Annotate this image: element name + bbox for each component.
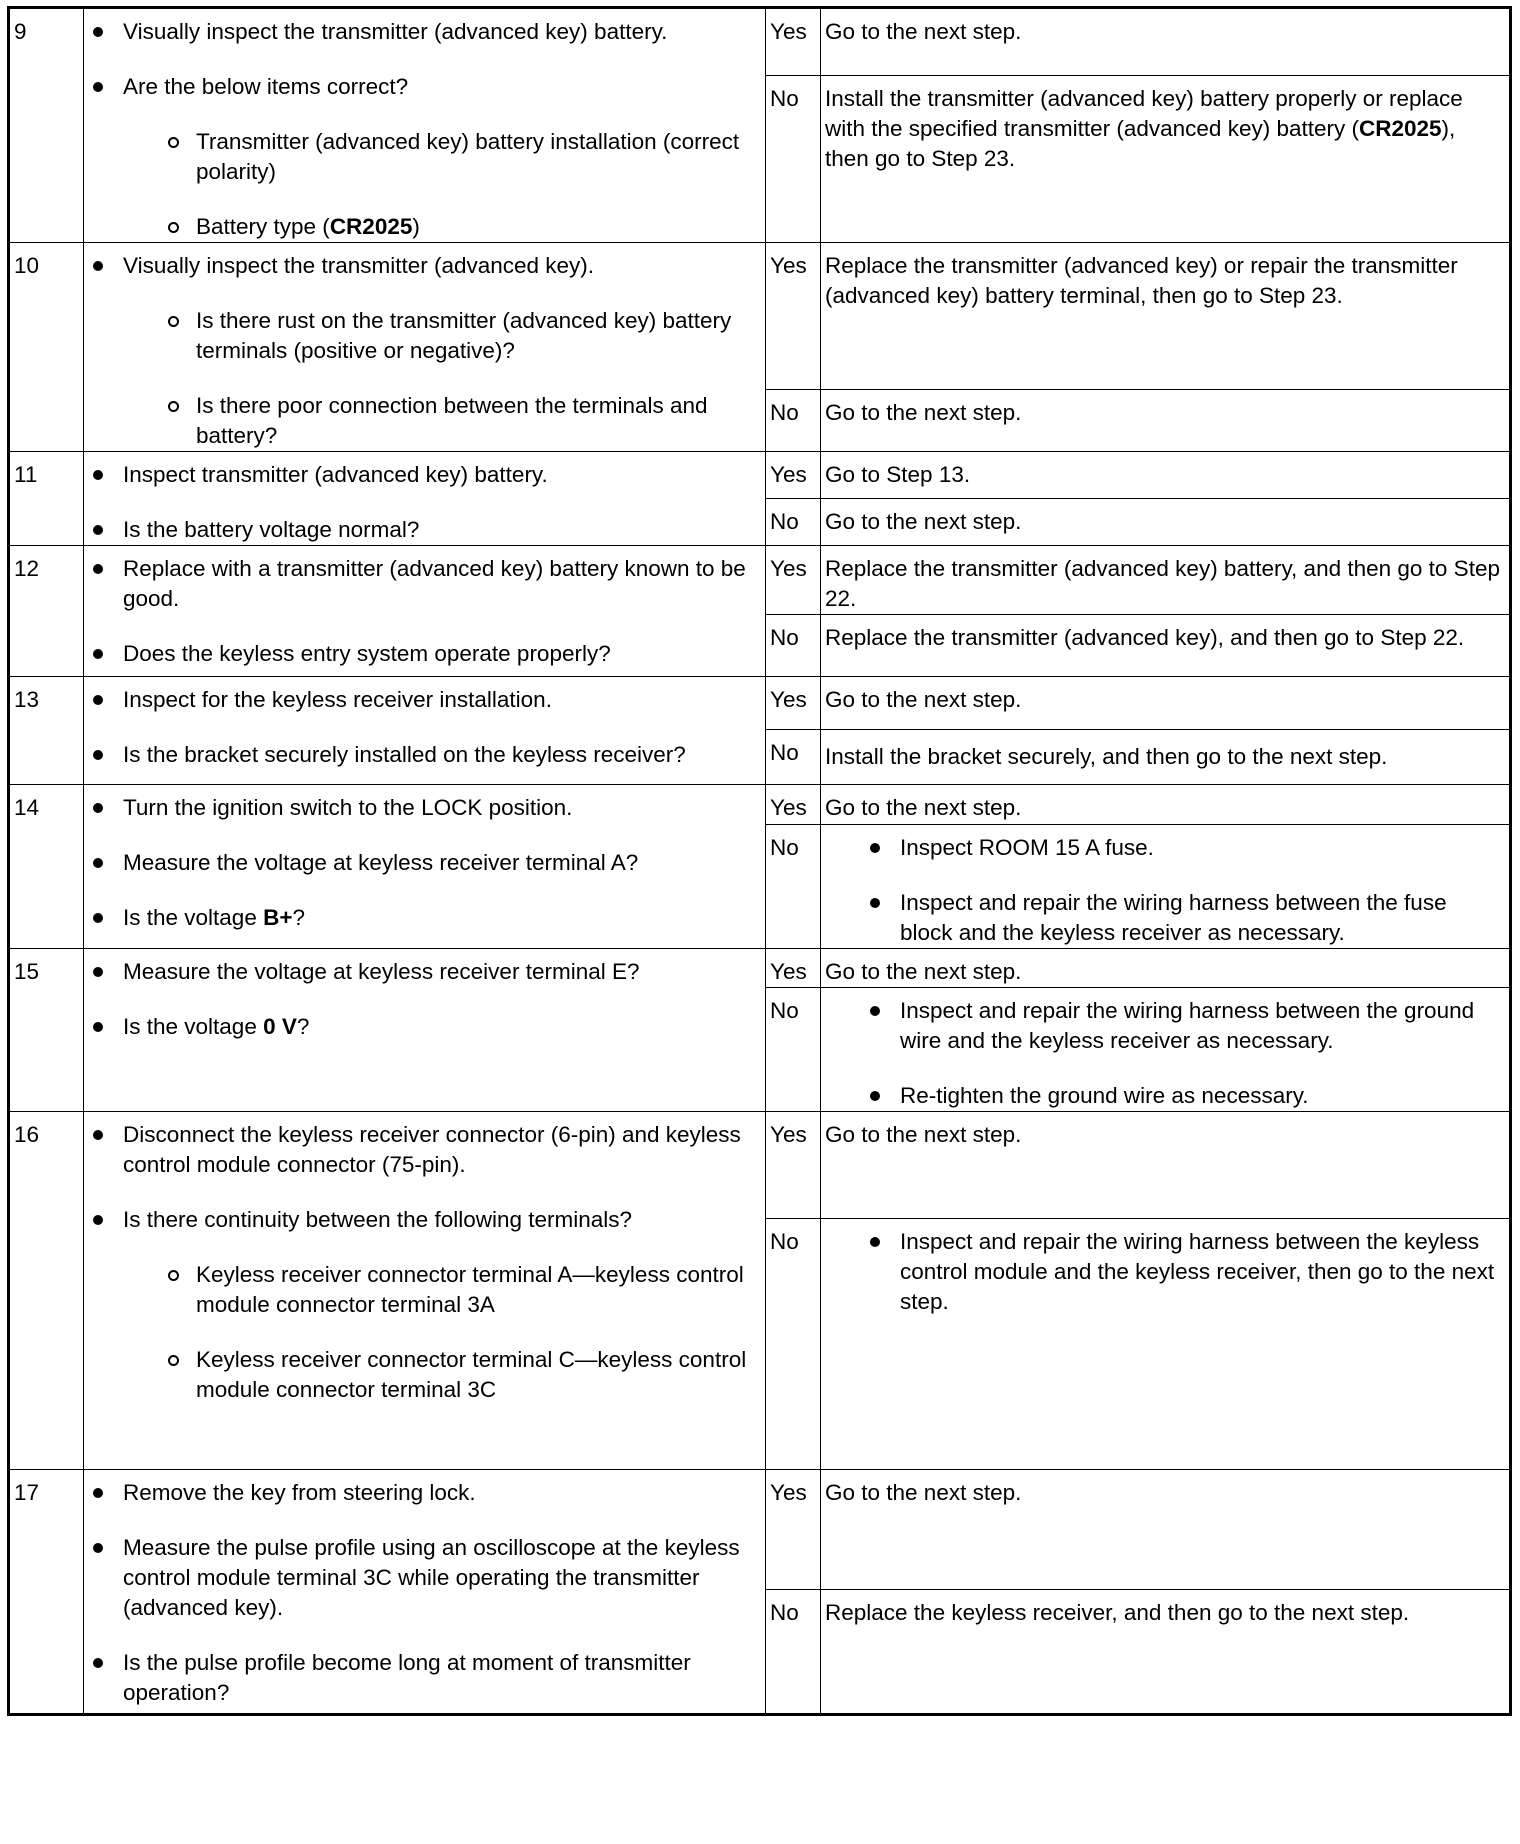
no-label: No (766, 988, 821, 1112)
no-result: Replace the keyless receiver, and then go to the next step. (821, 1590, 1511, 1715)
step-row (9, 546, 1511, 615)
no-result: Go to the next step. (821, 499, 1511, 546)
action-item: Visually inspect the transmitter (advanced key) battery. (88, 17, 761, 47)
result-item: Inspect and repair the wiring harness between the fuse block and the keyless receiver as necessary. (865, 888, 1505, 948)
step-actions (84, 785, 766, 949)
result-item: Inspect and repair the wiring harness between the ground wire and the keyless receiver as necessary. (865, 996, 1505, 1056)
yes-label: Yes (766, 8, 821, 76)
yes-result: Go to the next step. (821, 8, 1511, 76)
no-result: Install the bracket securely, and then go to the next step. (821, 730, 1511, 785)
step-actions (84, 8, 766, 243)
step-actions (84, 452, 766, 546)
step-actions (84, 949, 766, 1112)
diagnostic-steps-table (7, 6, 1512, 1716)
yes-result: Go to the next step. (821, 677, 1511, 730)
sub-item: Battery type (CR2025) (163, 212, 761, 242)
no-label: No (766, 1590, 821, 1715)
action-item: Is the bracket securely installed on the keyless receiver? (88, 740, 761, 770)
sub-item: Transmitter (advanced key) battery installation (correct polarity) (163, 127, 761, 187)
step-row (9, 949, 1511, 988)
action-item: Turn the ignition switch to the LOCK position. (88, 793, 761, 823)
step-number: 9 (9, 8, 84, 243)
no-result (821, 1219, 1511, 1470)
step-number: 11 (9, 452, 84, 546)
step-row (9, 243, 1511, 390)
action-item: Does the keyless entry system operate properly? (88, 639, 761, 669)
yes-result: Replace the transmitter (advanced key) battery, and then go to Step 22. (821, 546, 1511, 615)
no-label: No (766, 615, 821, 677)
step-actions (84, 1112, 766, 1470)
yes-result: Replace the transmitter (advanced key) or repair the transmitter (advanced key) battery terminal, then go to Step 23. (821, 243, 1511, 390)
yes-label: Yes (766, 243, 821, 390)
action-item: Remove the key from steering lock. (88, 1478, 761, 1508)
no-result: Go to the next step. (821, 390, 1511, 452)
action-item: Is there continuity between the following terminals? Keyless receiver connector terminal A—keyless control module connector terminal 3A Keyless receiver connector terminal C—keyless control module connector terminal 3C (88, 1205, 761, 1405)
step-row (9, 1470, 1511, 1590)
action-item: Visually inspect the transmitter (advanced key). Is there rust on the transmitter (advanced key) battery terminals (positive or negative)? Is there poor connection between the terminals and battery? (88, 251, 761, 451)
yes-label: Yes (766, 949, 821, 988)
action-item: Measure the voltage at keyless receiver terminal E? (88, 957, 761, 987)
yes-label: Yes (766, 546, 821, 615)
action-item: Is the pulse profile become long at moment of transmitter operation? (88, 1648, 761, 1708)
no-result: Replace the transmitter (advanced key), and then go to Step 22. (821, 615, 1511, 677)
action-item: Is the voltage B+? (88, 903, 761, 933)
step-row (9, 1112, 1511, 1219)
step-row (9, 452, 1511, 499)
sub-item: Is there poor connection between the terminals and battery? (163, 391, 761, 451)
yes-label: Yes (766, 677, 821, 730)
sub-item: Keyless receiver connector terminal C—keyless control module connector terminal 3C (163, 1345, 761, 1405)
no-label: No (766, 1219, 821, 1470)
step-actions (84, 546, 766, 677)
yes-result: Go to the next step. (821, 1112, 1511, 1219)
step-actions (84, 243, 766, 452)
yes-label: Yes (766, 1470, 821, 1590)
sub-item: Keyless receiver connector terminal A—keyless control module connector terminal 3A (163, 1260, 761, 1320)
step-row (9, 785, 1511, 825)
step-number: 16 (9, 1112, 84, 1470)
action-item: Inspect for the keyless receiver installation. (88, 685, 761, 715)
yes-label: Yes (766, 452, 821, 499)
yes-label: Yes (766, 1112, 821, 1219)
no-label: No (766, 390, 821, 452)
no-label: No (766, 730, 821, 785)
yes-label: Yes (766, 785, 821, 825)
result-item: Inspect ROOM 15 A fuse. (865, 833, 1505, 863)
yes-result: Go to Step 13. (821, 452, 1511, 499)
step-row (9, 677, 1511, 730)
step-row (9, 8, 1511, 76)
yes-result: Go to the next step. (821, 785, 1511, 825)
no-result (821, 988, 1511, 1112)
yes-result: Go to the next step. (821, 949, 1511, 988)
step-number: 15 (9, 949, 84, 1112)
step-number: 12 (9, 546, 84, 677)
result-item: Inspect and repair the wiring harness between the keyless control module and the keyless receiver, then go to the next step. (865, 1227, 1505, 1317)
no-label: No (766, 825, 821, 949)
action-item: Are the below items correct? Transmitter (advanced key) battery installation (correct polarity) Battery type (CR2025) (88, 72, 761, 242)
action-item: Inspect transmitter (advanced key) battery. (88, 460, 761, 490)
yes-result: Go to the next step. (821, 1470, 1511, 1590)
action-item: Measure the voltage at keyless receiver terminal A? (88, 848, 761, 878)
action-item: Replace with a transmitter (advanced key) battery known to be good. (88, 554, 761, 614)
sub-item: Is there rust on the transmitter (advanced key) battery terminals (positive or negative)? (163, 306, 761, 366)
step-number: 13 (9, 677, 84, 785)
step-actions (84, 677, 766, 785)
action-item: Is the battery voltage normal? (88, 515, 761, 545)
action-item: Is the voltage 0 V? (88, 1012, 761, 1042)
result-item: Re-tighten the ground wire as necessary. (865, 1081, 1505, 1111)
step-number: 10 (9, 243, 84, 452)
step-number: 14 (9, 785, 84, 949)
no-label: No (766, 499, 821, 546)
no-result (821, 825, 1511, 949)
step-actions (84, 1470, 766, 1715)
action-item: Disconnect the keyless receiver connector (6-pin) and keyless control module connector (75-pin). (88, 1120, 761, 1180)
action-item: Measure the pulse profile using an oscilloscope at the keyless control module terminal 3C while operating the transmitter (advanced key). (88, 1533, 761, 1623)
no-result: Install the transmitter (advanced key) battery properly or replace with the specified transmitter (advanced key) battery (CR2025), then go to Step 23. (821, 76, 1511, 243)
no-label: No (766, 76, 821, 243)
step-number: 17 (9, 1470, 84, 1715)
